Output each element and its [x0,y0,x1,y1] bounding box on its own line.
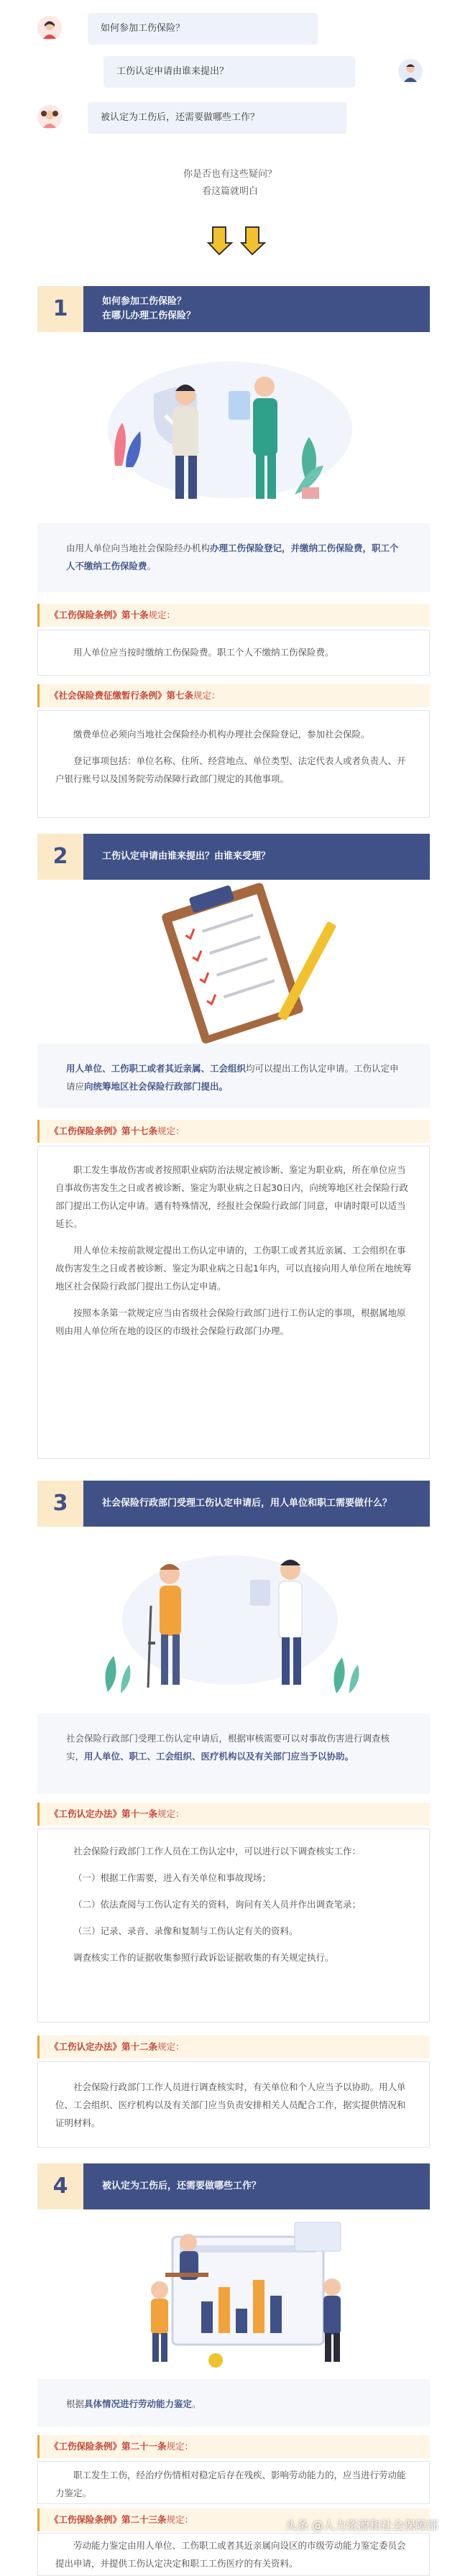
law-paragraph: 调查核实工作的证据收集参照行政诉讼证据收集的有关规定执行。 [73,1952,334,1963]
law-article: 第十七条 [121,1126,158,1136]
section-4-header [37,2163,430,2209]
law-title-bar [37,684,430,707]
section-number: 4 [37,2163,83,2209]
section-number: 1 [37,286,83,332]
illustration-insurance-registration [0,344,460,516]
section-title [102,2163,261,2209]
law-paragraph: 职工发生事故伤害或者按照职业病防治法规定被诊断、鉴定为职业病，所在单位应当自事故伤害发生之日或者被诊断、鉴定为职业病之日起30日内，向统筹地区社会保险行政部门提出工伤认定申请。遇有特殊情况，经报社会保险行政部门同意，申请时限可以适当延长。 [55,1164,408,1229]
law-paragraph: 职工发生工伤，经治疗伤情相对稳定后存在残疾、影响劳动能力的，应当进行劳动能力鉴定。 [55,2470,406,2498]
law-title-bar [37,2435,430,2458]
law-paragraph: 用人单位未按前款规定提出工伤认定申请的，工伤职工或者其近亲属、工会组织在事故伤害发生之日或者被诊断、鉴定为职业病之日起1年内，可以直接向用人单位所在地统筹地区社会保险行政部门提出工伤认定申请。 [55,1245,412,1292]
law-name: 《工伤保险条例》 [50,610,122,620]
lead-highlight: 办理工伤保险登记，并缴纳工伤保险费，职工个人不缴纳工伤保险费 [66,543,399,571]
section-1-header [37,286,430,332]
law-paragraph: 按照本条第一款规定应当由省级社会保险行政部门进行工伤认定的事项，根据属地原则由用人单位所在地的设区的市级社会保险行政部门办理。 [55,1307,406,1336]
law-paragraph: 社会保险行政部门工作人员进行调查核实时，有关单位和个人应当予以协助。用人单位、工会组织、医疗机构以及有关部门应当负责安排相关人员配合工作，据实提供情况和证明材料。 [55,2082,406,2128]
law-title-bar [37,1803,430,1826]
watermark: 头条 @人力资源和社会保障部 [285,2518,438,2532]
chat-row-2 [0,53,460,93]
law-suffix: 规定： [157,1126,185,1136]
law-suffix: 规定： [193,690,221,701]
lead-text: 由用人单位向当地社会保险经办机构 [66,543,211,553]
intro-line-1: 你是否也有这些疑问？ [183,169,277,180]
section-3-header [37,1481,430,1527]
law-paragraph: 缴费单位必须向当地社会保险经办机构办理社会保险登记，参加社会保险。 [73,729,370,740]
chat-bubble-3: 被认定为工伤后，还需要做哪些工作？ [88,102,346,134]
lead-end: 。 [147,561,157,571]
section-2-header [37,834,430,880]
law-paragraph: 用人单位应当按时缴纳工伤保险费。职工个人不缴纳工伤保险费。 [73,647,334,658]
section-title [102,1481,392,1527]
law-name: 《工伤保险条例》 [50,2441,122,2452]
law-name: 《工伤保险条例》 [50,1126,122,1136]
section-title-line-1: 如何参加工伤保险？ [102,296,187,307]
law-paragraph: 劳动能力鉴定由用人单位、工伤职工或者其近亲属向设区的市级劳动能力鉴定委员会提出申请，并提供工伤认定决定和职工工伤医疗的有关资料。 [55,2540,406,2569]
section-title-line-1: 工伤认定申请由谁来提出？由谁来受理？ [102,851,271,862]
law-suffix: 规定： [157,2041,185,2052]
law-text-box [37,1828,430,2023]
section-number: 3 [37,1481,83,1527]
chat-row-1 [0,10,460,50]
law-article: 第十条 [121,610,149,620]
law-text-box [37,2533,430,2576]
law-suffix: 规定： [166,2441,194,2452]
lead-highlight: 用人单位、职工、工会组织、医疗机构以及有关部门应当予以协助。 [84,1751,354,1762]
law-paragraph: （三）记录、录音、录像和复制与工伤认定有关的资料。 [73,1926,298,1936]
lead-text: 社会保险行政部门受理工伤认定申请后，根据审核需要可以对事故伤害进行调查核实， [66,1733,390,1762]
law-name: 《工伤认定办法》 [50,2041,122,2052]
man-avatar-icon [398,59,423,83]
law-title-bar [37,1120,430,1143]
lead-text: 均可以提出工伤认定申请。工伤认定申请应 [66,1063,399,1092]
law-text-box [37,2461,430,2504]
law-text-box [37,710,430,818]
law-name: 《社会保险费征缴暂行条例》 [50,690,167,701]
chat-row-3 [0,99,460,139]
lead-highlight: 用人单位、工伤职工或者其近亲属、工会组织 [66,1063,247,1074]
section-title [102,834,270,880]
law-name: 《工伤认定办法》 [50,1808,122,1819]
illustration-investigation [0,1534,460,1711]
law-paragraph: （一）根据工作需要，进入有关单位和事故现场； [73,1872,272,1883]
section-4-lead-box [37,2379,430,2426]
law-text-box [37,2061,430,2148]
pointing-down-hands-icon [210,224,267,256]
law-suffix: 规定： [157,1808,185,1819]
section-3-lead-box [37,1714,430,1794]
chat-bubble-1: 如何参加工伤保险？ [88,13,318,45]
intro-line-2: 看这篇就明白 [201,186,258,197]
law-article: 第十一条 [121,1808,158,1819]
law-title-bar [37,604,430,627]
law-paragraph: 社会保险行政部门工作人员在工伤认定中，可以进行以下调查核实工作： [73,1846,362,1857]
law-paragraph: （二）依法查阅与工伤认定有关的资料，询问有关人员并作出调查笔录； [73,1899,362,1910]
illustration-checklist-clipboard [0,888,460,1038]
section-title-line-1: 被认定为工伤后，还需要做哪些工作？ [102,2181,262,2191]
section-title-line-2: 在哪儿办理工伤保险？ [102,310,196,321]
law-article: 第十二条 [121,2041,158,2052]
lead-end: 。 [192,2398,201,2409]
law-article: 第七条 [166,690,194,701]
lead-highlight: 向统筹地区社会保险行政部门提出。 [84,1081,229,1092]
section-number: 2 [37,834,83,880]
illustration-assessment-dashboard [0,2215,460,2373]
law-article: 第二十一条 [121,2441,167,2452]
law-text-box [37,1146,430,1459]
chat-bubble-2: 工伤认定申请由谁来提出？ [104,56,355,88]
law-paragraph: 登记事项包括：单位名称、住所、经营地点、单位类型、法定代表人或者负责人、开户银行账号以及国务院劳动保障行政部门规定的其他事项。 [55,755,406,784]
lead-text: 根据 [66,2398,85,2409]
law-text-box [37,630,430,676]
law-suffix: 规定： [166,2514,194,2525]
law-title-bar [37,2036,430,2058]
girl-avatar-icon [37,105,62,129]
law-article: 第二十三条 [121,2514,167,2525]
section-title [102,286,196,332]
law-name: 《工伤保险条例》 [50,2514,122,2525]
law-suffix: 规定： [148,610,176,620]
section-1-lead-box [37,523,430,592]
section-2-lead-box [37,1044,430,1108]
lead-highlight: 具体情况进行劳动能力鉴定 [84,2398,193,2409]
woman-avatar-icon [37,16,62,40]
section-title-line-1: 社会保险行政部门受理工伤认定申请后，用人单位和职工需要做什么？ [102,1498,392,1509]
